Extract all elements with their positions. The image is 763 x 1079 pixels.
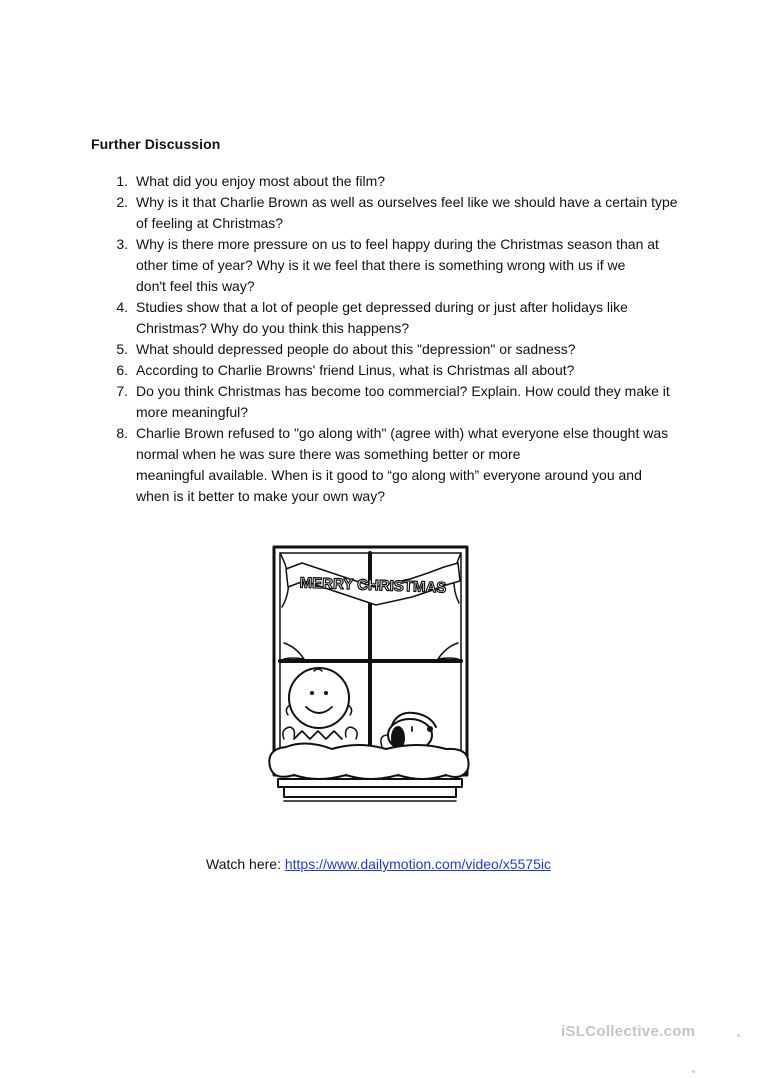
question-text-line: Why is it that Charlie Brown as well as ourselves feel like we should have a certain type [136, 194, 678, 210]
question-number: 6. [116, 362, 128, 378]
question-number: 8. [116, 425, 128, 441]
section-heading: Further Discussion [91, 136, 221, 152]
question-text-line: Charlie Brown refused to "go along with" (agree with) what everyone else thought was [136, 425, 669, 441]
question-item [106, 360, 671, 381]
question-number: 5. [116, 341, 128, 357]
question-text-line: meaningful available. When is it good to “go along with” everyone around you and [136, 467, 642, 483]
question-number: 3. [116, 236, 128, 252]
question-item [106, 192, 678, 234]
banner-text: MERRY CHRISTMAS [299, 574, 447, 597]
question-text-line: What did you enjoy most about the film? [136, 173, 386, 189]
peanuts-window-illustration [262, 543, 472, 813]
question-text-line: don't feel this way? [136, 278, 255, 294]
question-item [106, 381, 671, 423]
question-number: 7. [116, 383, 128, 399]
question-text-line: when is it better to make your own way? [136, 488, 386, 504]
site-watermark: iSLCollective.com [561, 1023, 696, 1040]
question-text-line: According to Charlie Browns' friend Linus, what is Christmas all about? [136, 362, 575, 378]
question-text-line: of feeling at Christmas? [136, 215, 284, 231]
question-number: 2. [116, 194, 128, 210]
question-number: 1. [116, 173, 128, 189]
watch-link-line [206, 856, 551, 872]
question-text-line: Studies show that a lot of people get depressed during or just after holidays like [136, 299, 628, 315]
question-text-line: Do you think Christmas has become too commercial? Explain. How could they make it [136, 383, 670, 399]
decorative-dot [692, 1070, 695, 1073]
question-number: 4. [116, 299, 128, 315]
question-item [106, 339, 671, 360]
question-item [106, 297, 671, 339]
video-link[interactable]: https://www.dailymotion.com/video/x5575ic [284, 856, 551, 872]
discussion-question-list [106, 171, 678, 507]
question-text-line: What should depressed people do about this "depression" or sadness? [136, 341, 576, 357]
decorative-dot [737, 1034, 740, 1037]
question-text-line: more meaningful? [136, 404, 249, 420]
question-text-line: other time of year? Why is it we feel that there is something wrong with us if we [136, 257, 626, 273]
question-text-line: Why is there more pressure on us to feel happy during the Christmas season than at [136, 236, 659, 252]
question-text-line: normal when he was sure there was something better or more [136, 446, 521, 462]
watch-label: Watch here: [206, 856, 285, 872]
question-item [106, 234, 671, 297]
question-item [106, 423, 671, 507]
question-item [106, 171, 671, 192]
question-text-line: Christmas? Why do you think this happens? [136, 320, 410, 336]
